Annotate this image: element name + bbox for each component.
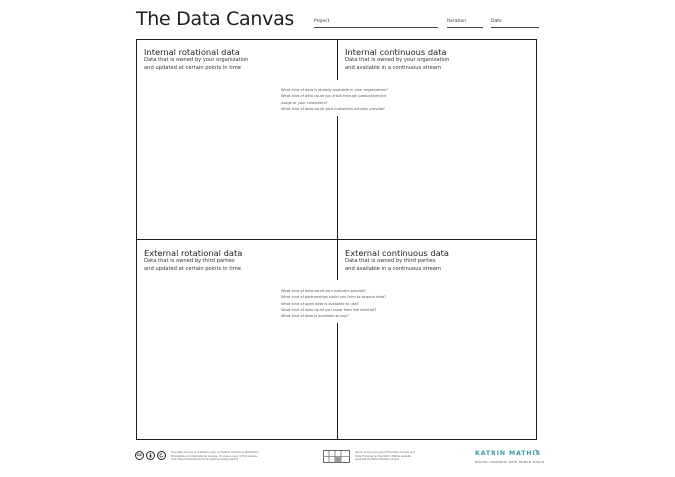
quadrant-title: Internal rotational data (144, 47, 240, 57)
attribution-icon (146, 451, 155, 460)
reference-line: Get to know more about the Data Canvas and (355, 451, 415, 454)
external-guiding-questions (281, 288, 401, 319)
license-line: visit http://creativecommons.org/licenses/by-sa/4.0/ (171, 458, 239, 462)
vertical-divider-bottom (337, 323, 338, 440)
date-field[interactable] (491, 19, 539, 28)
vertical-divider-middle-top (337, 116, 338, 239)
project-field[interactable] (314, 19, 438, 28)
reference-line: Data Thinking on the Katrin Mathis website (355, 454, 412, 458)
date-label: Date (491, 19, 502, 24)
question-line: What kind of data is available to buy? (281, 314, 349, 319)
quadrant-desc-line: Data that is owned by third parties (345, 258, 436, 264)
iteration-field[interactable] (447, 19, 483, 28)
question-line: What kind of data is already available in your organization? (281, 88, 389, 92)
brand-mark-icon (534, 449, 540, 455)
question-line: What kind of data could your partners provide? (281, 289, 367, 293)
quadrant-desc-line: and updated at certain points in time (144, 265, 241, 272)
quadrant-internal-rotational[interactable] (144, 47, 248, 73)
license-icons (135, 451, 166, 460)
vertical-divider-middle-bottom (337, 239, 338, 280)
share-alike-icon (157, 451, 166, 460)
quadrant-title: External continuous data (345, 248, 450, 258)
quadrant-desc-line: Data that is owned by your organization (345, 57, 450, 63)
page-title: The Data Canvas (136, 8, 295, 30)
canvas-thumbnail-icon (323, 450, 350, 463)
reference-link[interactable]: www.katrinmathis.de/data-canvas (355, 458, 400, 462)
license-text (171, 451, 259, 462)
vertical-divider-top (337, 40, 338, 80)
project-label: Project (314, 19, 330, 24)
reference-text (355, 451, 415, 462)
license-line: ShareAlike 4.0 International License. To view a copy of this license, (171, 454, 258, 458)
quadrant-desc-line: and available in a continuous stream (345, 64, 442, 71)
question-line: What kind of data could you track through product/service (281, 94, 387, 99)
quadrant-desc-line: Data that is owned by third parties (144, 258, 235, 264)
license-line: The Data Canvas is licensed under a Creative Commons Attribution (171, 451, 259, 454)
question-line: What kind of open data is available to use? (281, 301, 359, 306)
brand-tagline: DIGITAL CONCEPTS WITH HUMAN TOUCH (475, 460, 545, 464)
quadrant-internal-continuous[interactable] (345, 47, 449, 73)
quadrant-title: External rotational data (144, 248, 243, 258)
quadrant-title: Internal continuous data (345, 47, 447, 57)
quadrant-external-rotational[interactable] (144, 248, 242, 274)
quadrant-desc-line: and available in a continuous stream (345, 265, 442, 272)
quadrant-desc-line: and updated at certain points in time (144, 64, 241, 71)
quadrant-desc-line: Data that is owned by your organization (144, 57, 249, 63)
internal-guiding-questions (281, 87, 401, 112)
data-canvas-frame (136, 39, 537, 440)
question-line: What kind of data could you crawl from the internet? (281, 307, 377, 312)
cc-icon: cc (136, 453, 143, 458)
question-line: What kind of data could your customers actively provide? (281, 106, 385, 111)
brand-logo: KATRIN MATHIS (475, 450, 542, 457)
quadrant-external-continuous[interactable] (345, 248, 449, 274)
question-line: What kind of partnerships could you form to acquire data? (281, 295, 387, 300)
iteration-label: Iteration (447, 19, 467, 24)
question-line: usage of your customers? (281, 100, 328, 105)
